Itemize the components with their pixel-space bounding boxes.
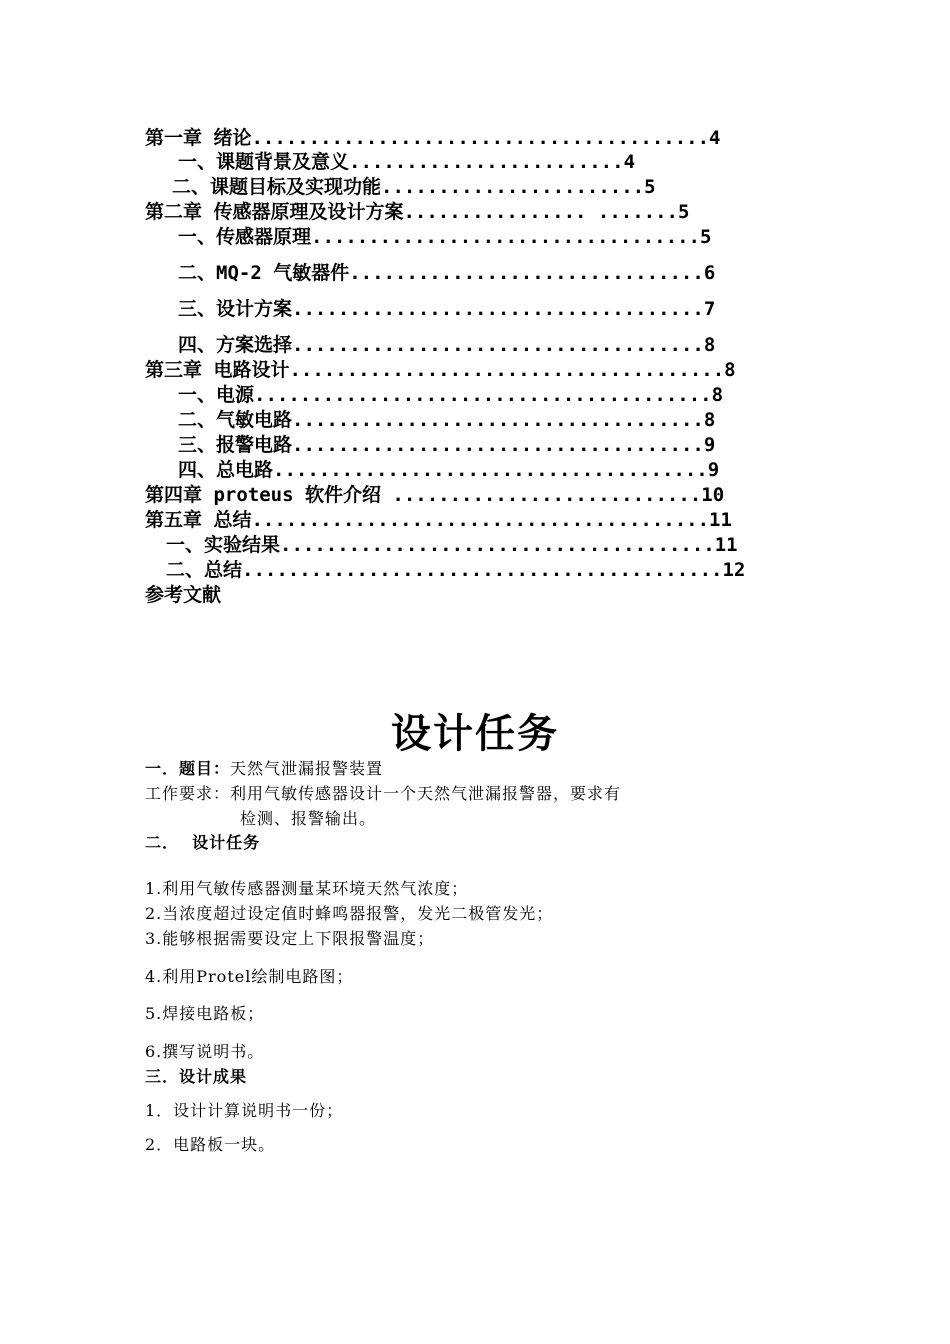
toc-page: 8: [703, 409, 716, 431]
toc-entry[interactable]: [178, 297, 715, 321]
list-item: 3.能够根据需要设定上下限报警温度；: [145, 929, 435, 948]
toc-title: 一、传感器原理: [178, 226, 312, 248]
requirement-line-1: 工作要求：利用气敏传感器设计一个天然气泄漏报警器，要求有: [145, 784, 622, 803]
toc-entry[interactable]: [145, 358, 736, 382]
toc-leader: ........................................: [254, 384, 712, 406]
toc-page: 5: [699, 226, 712, 248]
toc-title: 第一章 绪论: [145, 127, 252, 149]
toc-title: 二、总结: [166, 559, 243, 581]
toc-leader: ................ .......: [403, 201, 678, 223]
toc-title: 二、课题目标及实现功能: [172, 176, 382, 198]
toc-title: 一、课题背景及意义: [178, 151, 350, 173]
topic-value: 天然气泄漏报警装置: [230, 759, 384, 778]
toc-page: 9: [707, 459, 720, 481]
toc-entry[interactable]: [145, 483, 724, 507]
toc-page: 8: [703, 334, 716, 356]
toc-entry[interactable]: [145, 508, 732, 532]
toc-title: 一、实验结果: [166, 534, 281, 556]
toc-page: 7: [703, 298, 716, 320]
toc-leader: ....................................: [292, 434, 704, 456]
toc-leader: ........................................: [251, 127, 710, 149]
toc-entry[interactable]: [178, 433, 715, 457]
toc-title: 二、MQ-2 气敏器件: [178, 262, 350, 284]
toc-entry[interactable]: [145, 200, 689, 224]
toc-title: 参考文献: [145, 584, 222, 606]
toc-page: 10: [701, 484, 725, 506]
requirement-line-2: 检测、报警输出。: [240, 809, 377, 828]
topic-line: [145, 758, 383, 780]
toc-title: 四、方案选择: [178, 334, 293, 356]
list-item: 4.利用Protel绘制电路图；: [145, 967, 354, 986]
toc-page: 6: [703, 262, 716, 284]
toc-title: 第二章 传感器原理及设计方案: [145, 201, 404, 223]
section-heading: 二． 设计任务: [145, 833, 261, 852]
toc-page: 9: [703, 434, 716, 456]
page-title: 设计任务: [391, 711, 559, 757]
toc-entry[interactable]: [172, 175, 656, 199]
toc-title: 第四章 proteus 软件介绍: [145, 484, 381, 506]
list-item: 6.撰写说明书。: [145, 1042, 265, 1061]
toc-entry[interactable]: [166, 558, 745, 582]
list-item: 1.利用气敏传感器测量某环境天然气浓度；: [145, 879, 469, 898]
toc-entry[interactable]: [178, 333, 715, 357]
toc-page: 4: [709, 127, 721, 149]
toc-page: 11: [714, 534, 738, 556]
toc-leader: ..........................................: [242, 559, 723, 581]
toc-entry[interactable]: [178, 261, 715, 285]
toc-entry[interactable]: [178, 408, 715, 432]
toc-leader: ........................................: [251, 509, 710, 531]
toc-page: 5: [644, 176, 656, 198]
toc-leader: ....................................: [292, 334, 704, 356]
toc-title: 三、设计方案: [178, 298, 293, 320]
toc-title: 三、报警电路: [178, 434, 293, 456]
toc-leader: ..................................: [311, 226, 700, 248]
toc-leader: ........................: [349, 151, 624, 173]
toc-leader: .......................: [381, 176, 645, 198]
toc-page: 11: [709, 509, 732, 531]
toc-entry[interactable]: [178, 458, 719, 482]
toc-title: 第五章 总结: [145, 509, 252, 531]
toc-title: 四、总电路: [178, 459, 274, 481]
toc-leader: ......................................: [289, 359, 725, 381]
list-item: 5.焊接电路板；: [145, 1004, 265, 1023]
toc-leader: ...............................: [349, 262, 704, 284]
toc-entry[interactable]: [145, 583, 221, 607]
toc-page: 5: [678, 201, 690, 223]
toc-page: 4: [623, 151, 636, 173]
toc-entry[interactable]: [178, 383, 723, 407]
topic-label: 一．题目：: [145, 759, 231, 778]
toc-leader: ...........................: [380, 484, 702, 506]
toc-title: 第三章 电路设计: [145, 359, 290, 381]
list-item: 1．设计计算说明书一份；: [145, 1101, 344, 1120]
toc-entry[interactable]: [178, 225, 711, 249]
toc-leader: ......................................: [273, 459, 708, 481]
toc-page: 8: [724, 359, 736, 381]
toc-leader: ....................................: [292, 409, 704, 431]
toc-leader: ....................................: [292, 298, 704, 320]
section-heading: 三．设计成果: [145, 1067, 248, 1086]
toc-leader: ......................................: [280, 534, 715, 556]
toc-page: 12: [722, 559, 746, 581]
toc-entry[interactable]: [145, 126, 720, 150]
toc-title: 一、电源: [178, 384, 255, 406]
list-item: 2．电路板一块。: [145, 1135, 276, 1154]
toc-entry[interactable]: [166, 533, 738, 557]
toc-entry[interactable]: [178, 150, 635, 174]
list-item: 2.当浓度超过设定值时蜂鸣器报警，发光二极管发光；: [145, 904, 554, 923]
toc-page: 8: [711, 384, 724, 406]
toc-title: 二、气敏电路: [178, 409, 293, 431]
